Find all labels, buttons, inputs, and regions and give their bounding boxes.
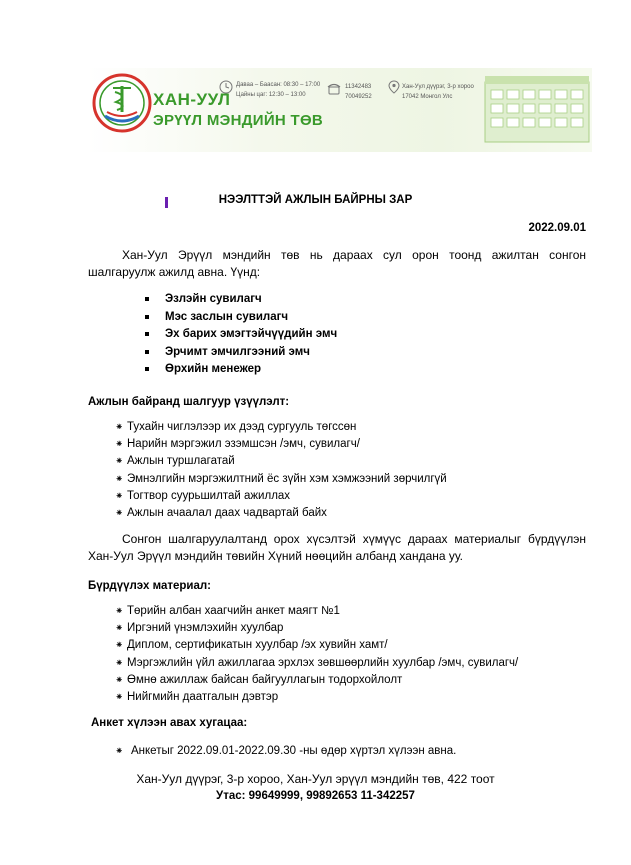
star-bullet-icon: ⁕ [115,439,124,451]
star-bullet-icon: ⁕ [115,473,124,485]
footer-phone: Утас: 99649999, 99892653 11-342257 [216,790,415,802]
footer-address: Хан-Уул дүүрэг, 3-р хороо, Хан-Уул эрүүл мэндийн төв, 422 тоот [136,772,495,786]
list-item: Эрчимт эмчилгээний эмч [143,344,337,362]
star-bullet-icon: ⁕ [115,674,124,686]
list-item: ⁕ Өмнө ажиллаж байсан байгууллагын тодорхойлолт [115,672,518,689]
list-item: ⁕ Ажлын туршлагатай [115,453,447,470]
list-item: ⁕ Нийгмийн даатгалын дэвтэр [115,689,518,706]
phone-icon [327,82,341,96]
requirements-heading: Ажлын байранд шалгуур үзүүлэлт: [88,396,290,408]
list-item: Эзлэйн сувилагч [143,291,337,309]
header-banner [87,68,592,152]
intro-paragraph: Хан-Уул Эрүүл мэндийн төв нь дараах сул орон тоонд ажилтан сонгон шалгаруулж ажилд авна. Үүнд: [88,248,586,279]
phone-line1: 11342483 [345,84,372,90]
square-bullet-icon [145,332,149,336]
materials-list [115,603,518,706]
list-item: ⁕ Эмнэлгийн мэргэжилтний ёс зүйн хэм хэмжээний зөрчилгүй [115,471,447,488]
instruction-paragraph: Сонгон шалгаруулалтанд орох хүсэлтэй хүмүүс дараах материалыг бүрдүүлэн Хан-Уул Эрүүл мэндийн төвийн Хүний нөөцийн албанд хандана уу. [88,532,586,563]
deadline-list [115,743,456,760]
square-bullet-icon [145,297,149,301]
list-item: ⁕ Нарийн мэргэжил эзэмшсэн /эмч, сувилагч/ [115,436,447,453]
star-bullet-icon: ⁕ [115,606,124,617]
address-line2: 17042 Монгол Улс [402,94,453,100]
star-bullet-icon: ⁕ [115,456,124,468]
hours-line1: Даваа – Баасан: 08:30 – 17:00 [236,82,321,88]
star-bullet-icon: ⁕ [115,490,124,502]
address-line1: Хан-Уул дүүрэг, 3-р хороо [402,84,474,90]
star-bullet-icon: ⁕ [115,508,124,520]
phone-line2: 70049252 [345,94,372,100]
org-name-line1: ХАН-УУЛ [153,90,231,109]
list-item: ⁕ Диплом, сертификатын хуулбар /эх хувийн хамт/ [115,637,518,654]
star-bullet-icon: ⁕ [115,692,124,704]
clock-icon [219,80,233,94]
list-item: ⁕ Иргэний үнэмлэхийн хуулбар [115,620,518,637]
hours-line2: Цайны цаг: 12:30 – 13:00 [236,92,306,98]
document-title: НЭЭЛТТЭЙ АЖЛЫН БАЙРНЫ ЗАР [218,194,413,206]
requirements-list [115,419,447,522]
medical-emblem-logo [91,72,153,134]
materials-heading: Бүрдүүлэх материал: [88,580,211,592]
square-bullet-icon [145,350,149,354]
document-date: 2022.09.01 [528,222,586,234]
list-item: ⁕ Ажлын ачаалал даах чадвартай байх [115,505,447,522]
list-item: ⁕ Төрийн албан хаагчийн анкет маягт №1 [115,603,518,620]
square-bullet-icon [145,315,149,319]
list-item: ⁕ Мэргэжлийн үйл ажиллагаа эрхлэх зөвшөөрлийн хуулбар /эмч, сувилагч/ [115,655,518,672]
square-bullet-icon [145,367,149,371]
star-bullet-icon: ⁕ [115,623,124,635]
deadline-heading: Анкет хүлээн авах хугацаа: [91,717,248,729]
list-item: ⁕ Анкетыг 2022.09.01-2022.09.30 -ны өдөр хүртэл хүлээн авна. [115,743,456,760]
list-item: ⁕ Тогтвор суурьшилтай ажиллах [115,488,447,505]
list-item: ⁕ Тухайн чиглэлээр их дээд сургууль төгссөн [115,419,447,436]
list-item: Эх барих эмэгтэйчүүдийн эмч [143,326,337,344]
star-bullet-icon: ⁕ [115,640,124,652]
list-item: Өрхийн менежер [143,361,337,379]
location-pin-icon [387,80,401,94]
star-bullet-icon: ⁕ [115,746,124,757]
list-item: Мэс заслын сувилагч [143,309,337,327]
building-illustration [483,72,591,144]
positions-list [143,291,337,379]
star-bullet-icon: ⁕ [115,422,124,433]
star-bullet-icon: ⁕ [115,657,124,669]
org-name-line2: ЭРҮҮЛ МЭНДИЙН ТӨВ [153,112,324,129]
